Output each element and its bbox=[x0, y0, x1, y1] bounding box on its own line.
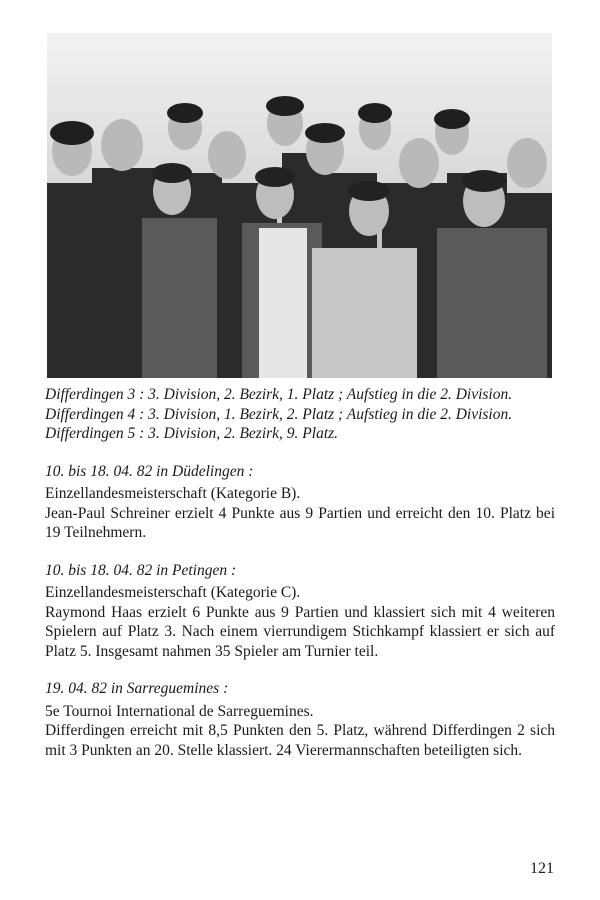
event-date: 10. bis 18. 04. 82 in Petingen : bbox=[45, 561, 237, 579]
caption-line: Differdingen 3 : 3. Division, 2. Bezirk, 1. Platz ; Aufstieg in die 2. Division. bbox=[45, 386, 513, 403]
event-body: Jean-Paul Schreiner erzielt 4 Punkte aus 9 Partien und erreicht den 10. Platz bei 19 Teilnehmern. bbox=[45, 504, 555, 541]
event-title: 5e Tournoi International de Sarreguemines. bbox=[45, 702, 314, 720]
event-body: Raymond Haas erzielt 6 Punkte aus 9 Partien und klassiert sich mit 4 weiteren Spielern auf Platz 3. Nach einem vierrundigem Stichkampf klassiert er sich auf Platz 5. Insgesamt nahmen 35 Spieler am Turnier teil. bbox=[45, 603, 555, 660]
team-photo bbox=[47, 33, 552, 378]
caption-line: Differdingen 5 : 3. Division, 2. Bezirk, 9. Platz. bbox=[45, 425, 339, 442]
team-photo-graphic bbox=[47, 33, 552, 378]
event-dudelingen bbox=[45, 462, 555, 543]
event-petingen bbox=[45, 561, 555, 662]
event-date: 10. bis 18. 04. 82 in Düdelingen : bbox=[45, 462, 254, 480]
event-title: Einzellandesmeisterschaft (Kategorie C). bbox=[45, 584, 301, 601]
photo-caption bbox=[45, 385, 555, 444]
page-text bbox=[45, 385, 555, 760]
event-title: Einzellandesmeisterschaft (Kategorie B). bbox=[45, 485, 301, 502]
event-date: 19. 04. 82 in Sarreguemines : bbox=[45, 680, 229, 697]
event-body: Differdingen erreicht mit 8,5 Punkten den 5. Platz, während Differdingen 2 sich mit 3 Punkten an 20. Stelle klassiert. 24 Vierermannschaften beteiligten sich. bbox=[45, 722, 555, 759]
caption-line: Differdingen 4 : 3. Division, 1. Bezirk, 2. Platz ; Aufstieg in die 2. Division. bbox=[45, 405, 513, 423]
event-sarreguemines bbox=[45, 679, 555, 760]
page-number: 121 bbox=[530, 860, 554, 877]
